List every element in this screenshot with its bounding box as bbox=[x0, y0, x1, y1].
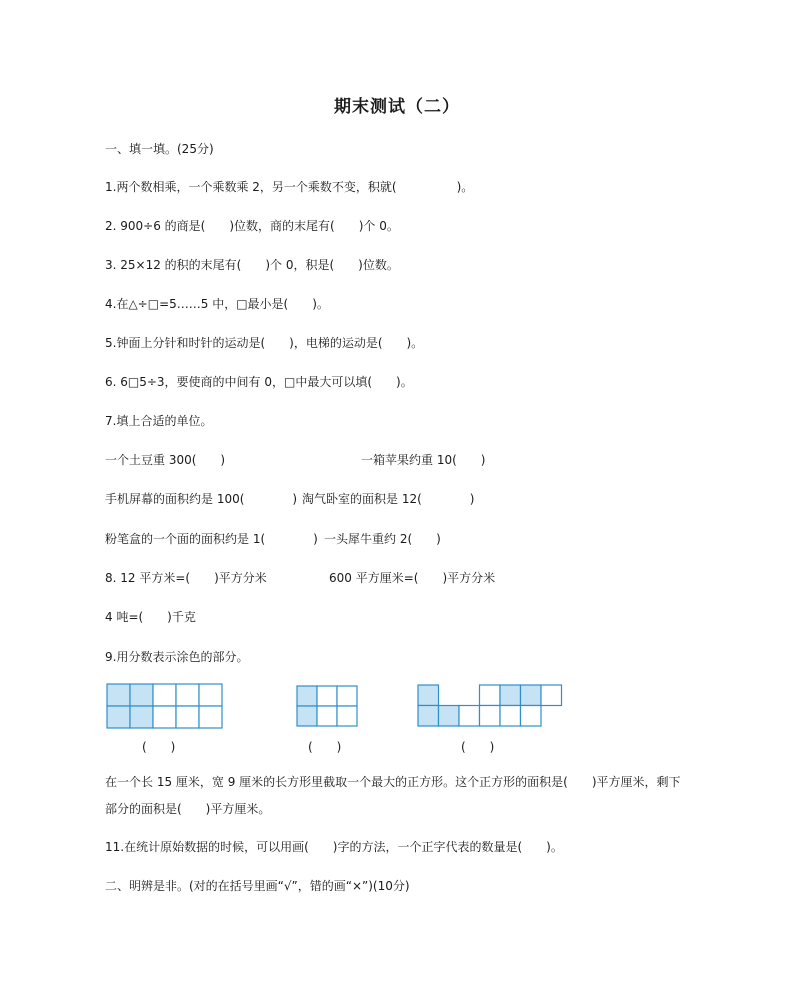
shaded-cell bbox=[500, 685, 521, 706]
question-7c-right: 一头犀牛重约 2( ) bbox=[324, 532, 441, 546]
question-3: 3. 25×12 的积的末尾有( )个 0，积是( )位数。 bbox=[105, 258, 399, 272]
question-7b-right: 淘气卧室的面积是 12( ) bbox=[302, 492, 475, 506]
blank-cell bbox=[480, 706, 501, 727]
blank-cell bbox=[199, 706, 222, 728]
blank-cell bbox=[317, 706, 337, 726]
blank-cell bbox=[153, 684, 176, 706]
shaded-cell bbox=[521, 685, 542, 706]
shaded-cell bbox=[418, 706, 439, 727]
blank-cell bbox=[153, 706, 176, 728]
question-6: 6. 6□5÷3，要使商的中间有 0，□中最大可以填( )。 bbox=[105, 375, 413, 389]
shaded-cell bbox=[130, 684, 153, 706]
question-10-line-2: 部分的面积是( )平方厘米。 bbox=[105, 802, 271, 816]
fraction-figure-2 bbox=[297, 686, 357, 726]
question-7a-left: 一个土豆重 300( ) bbox=[105, 453, 226, 467]
blank-cell bbox=[459, 706, 480, 727]
blank-cell bbox=[317, 686, 337, 706]
blank-cell bbox=[176, 684, 199, 706]
shaded-cell bbox=[107, 706, 130, 728]
blank-cell bbox=[500, 706, 521, 727]
section-2-header: 二、明辨是非。(对的在括号里画“√”，错的画“×”)(10分) bbox=[105, 879, 410, 893]
question-7a-right: 一箱苹果约重 10( ) bbox=[361, 453, 486, 467]
shaded-cell bbox=[130, 706, 153, 728]
blank-cell bbox=[480, 685, 501, 706]
section-1-header: 一、填一填。(25分) bbox=[105, 142, 214, 156]
blank-cell bbox=[337, 686, 357, 706]
question-5: 5.钟面上分针和时针的运动是( )，电梯的运动是( )。 bbox=[105, 336, 424, 350]
blank-cell bbox=[337, 706, 357, 726]
question-11: 11.在统计原始数据的时候，可以用画( )字的方法，一个正字代表的数量是( )。 bbox=[105, 840, 563, 854]
fraction-figure-3 bbox=[418, 685, 562, 726]
question-8a: 8. 12 平方米=( )平方分米 bbox=[105, 571, 267, 585]
shaded-cell bbox=[107, 684, 130, 706]
question-8b: 600 平方厘米=( )平方分米 bbox=[329, 571, 496, 585]
question-7: 7.填上合适的单位。 bbox=[105, 414, 213, 428]
figure-1-answer-blank: ( ) bbox=[142, 740, 176, 754]
shaded-cell bbox=[297, 686, 317, 706]
shaded-cell bbox=[297, 706, 317, 726]
figure-2-answer-blank: ( ) bbox=[308, 740, 342, 754]
blank-cell bbox=[521, 706, 542, 727]
question-9: 9.用分数表示涂色的部分。 bbox=[105, 650, 249, 664]
question-2: 2. 900÷6 的商是( )位数，商的末尾有( )个 0。 bbox=[105, 219, 399, 233]
question-7b-left: 手机屏幕的面积约是 100( ) bbox=[105, 492, 298, 506]
question-10-line-1: 在一个长 15 厘米，宽 9 厘米的长方形里截取一个最大的正方形。这个正方形的面积是( )平方厘米，剩下 bbox=[105, 775, 681, 789]
page-title: 期末测试（二） bbox=[334, 97, 460, 117]
shaded-cell bbox=[418, 685, 439, 706]
question-7c-left: 粉笔盒的一个面的面积约是 1( ) bbox=[105, 532, 318, 546]
blank-cell bbox=[199, 684, 222, 706]
question-8c: 4 吨=( )千克 bbox=[105, 610, 196, 624]
blank-cell bbox=[541, 685, 562, 706]
blank-cell bbox=[176, 706, 199, 728]
fraction-figure-1 bbox=[107, 684, 222, 728]
question-1: 1.两个数相乘，一个乘数乘 2，另一个乘数不变，积就( )。 bbox=[105, 180, 474, 194]
figure-3-answer-blank: ( ) bbox=[461, 740, 495, 754]
question-4: 4.在△÷□=5……5 中，□最小是( )。 bbox=[105, 297, 329, 311]
shaded-cell bbox=[439, 706, 460, 727]
